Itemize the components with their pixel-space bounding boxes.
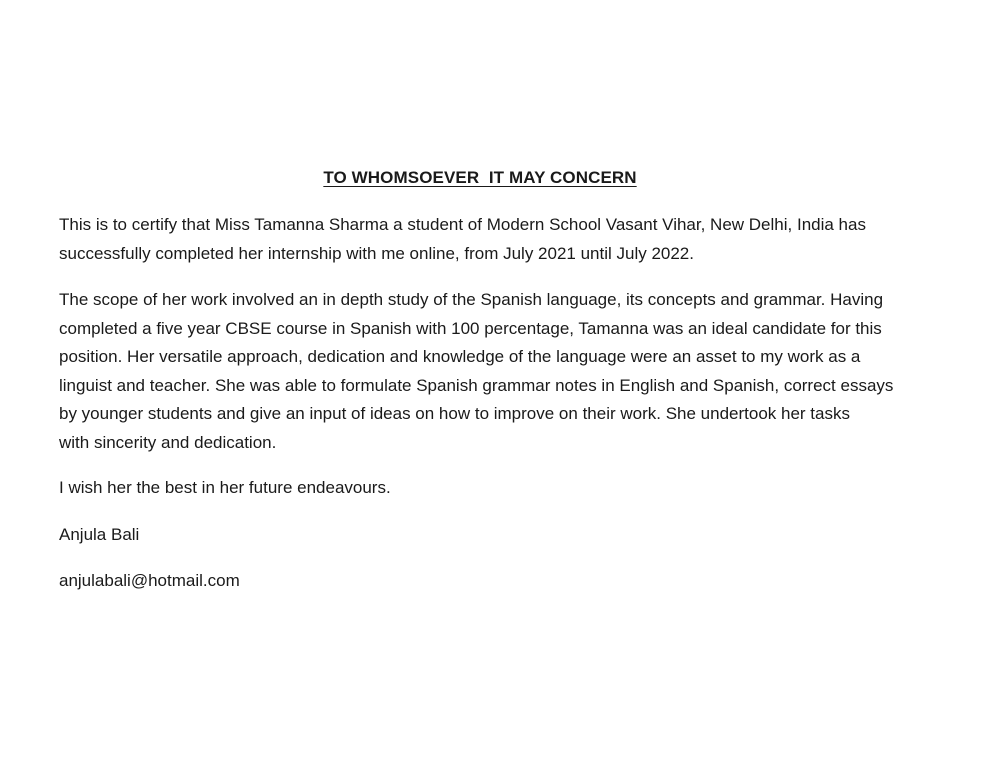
closing-wish: I wish her the best in her future endeavours.: [59, 478, 391, 497]
certification-paragraph: This is to certify that Miss Tamanna Sharma a student of Modern School Vasant Vihar, New Delhi, India has successfully completed her internship with me online, from July 2021 until July 2022.: [59, 215, 866, 263]
letter-heading: TO WHOMSOEVER IT MAY CONCERN: [323, 168, 637, 187]
signatory-name: Anjula Bali: [59, 525, 140, 544]
signatory-email: anjulabali@hotmail.com: [59, 571, 240, 590]
scope-of-work-paragraph: The scope of her work involved an in depth study of the Spanish language, its concepts and grammar. Having completed a five year CBSE course in Spanish with 100 percentage, Tamanna was an ideal candidate for this position. Her versatile approach, dedication and knowledge of the language were an asset to my work as a linguist and teacher. She was able to formulate Spanish grammar notes in English and Spanish, correct essays by younger students and give an input of ideas on how to improve on their work. She undertook her tasks with sincerity and dedication.: [59, 290, 894, 452]
